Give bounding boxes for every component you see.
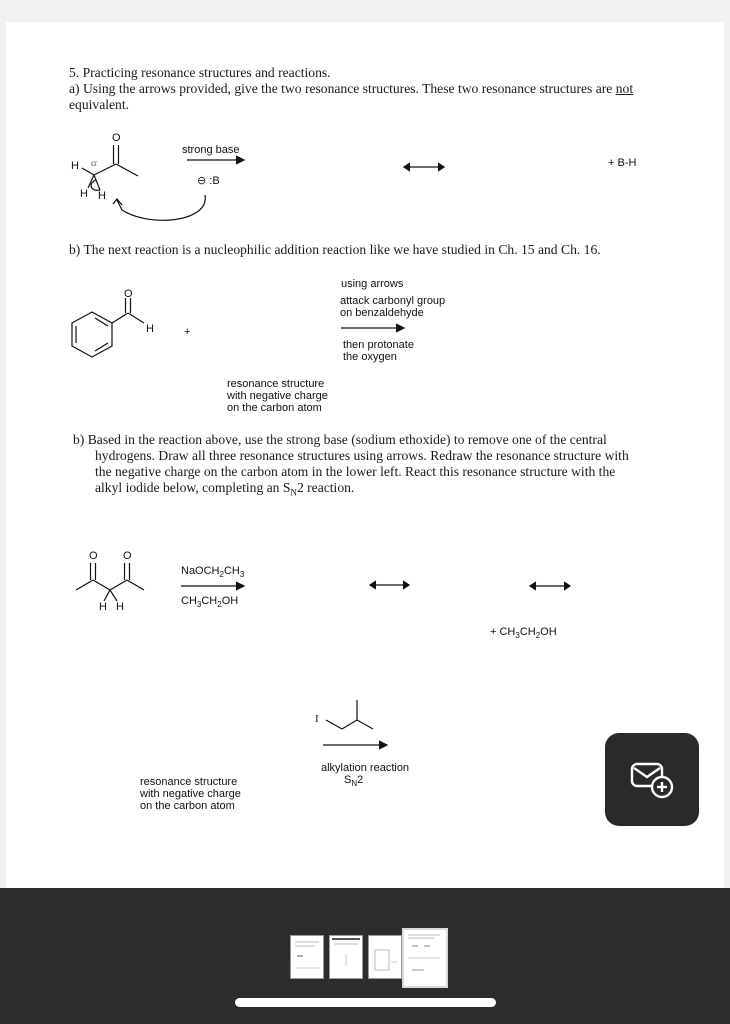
reagent-top-sub1: 2 (219, 570, 224, 580)
mail-add-icon (629, 760, 675, 800)
scheme-b-note-line1: resonance structure (227, 378, 325, 390)
reagent-top-sub2: 3 (239, 570, 245, 580)
scheme-c-h1: H (99, 601, 107, 613)
scheme-c-alkylation-line2 (344, 774, 363, 790)
scheme-c-h2: H (116, 601, 124, 613)
thumbnail-1-preview (291, 936, 323, 978)
page-thumbnail-1[interactable] (290, 935, 324, 979)
reagent-top-pre: NaOCH (181, 565, 220, 577)
scheme-c-note-line2: with negative charge (140, 788, 241, 800)
scheme-b-oxygen: O (124, 288, 133, 300)
scheme-c-alkylation-line1: alkylation reaction (321, 762, 410, 774)
reagent-top-mid: CH (223, 565, 240, 577)
scheme-c-byproduct (490, 626, 557, 642)
scheme-b-step1-line1: using arrows (341, 278, 404, 290)
byproduct-sub2: 2 (535, 631, 541, 641)
part-c-line2: hydrogens. Draw all three resonance structures using arrows. Redraw the resonance structure with (95, 448, 629, 463)
scheme-c-oxygen1: O (89, 550, 98, 562)
scheme-c-iodide-label: I (315, 713, 319, 725)
reagent-bot-pre: CH (181, 595, 197, 607)
home-indicator[interactable] (235, 998, 496, 1007)
scheme-a-reagent: strong base (182, 144, 240, 156)
thumbnail-2-preview (330, 936, 362, 978)
part-c-line4-pre: alkyl iodide below, completing an S (95, 480, 291, 495)
question-title: 5. Practicing resonance structures and reactions. (69, 65, 331, 80)
scheme-a-h2: H (80, 188, 88, 200)
part-a-not: not (615, 81, 634, 96)
scheme-b-step2-line1: then protonate (343, 339, 414, 351)
scheme-c-note-line3: on the carbon atom (140, 800, 235, 812)
byproduct-post: OH (540, 626, 557, 638)
sn2-post: 2 (357, 774, 364, 786)
scheme-a-h1: H (71, 160, 79, 172)
scheme-a-h3: H (98, 190, 106, 202)
scheme-b-h: H (146, 323, 154, 335)
reagent-bot-sub1: 3 (196, 600, 202, 610)
thumbnail-3-preview (369, 936, 401, 978)
part-c-line3: the negative charge on the carbon atom in the lower left. React this resonance structure with the (95, 464, 616, 479)
scheme-b-step2-line2: the oxygen (343, 351, 397, 363)
byproduct-mid: CH (519, 626, 536, 638)
reagent-bot-mid: CH (201, 595, 218, 607)
part-a-line2: equivalent. (69, 97, 130, 112)
part-a-line1: a) Using the arrows provided, give the two resonance structures. These two resonance structures are (69, 81, 613, 96)
sn2-sub: N (351, 779, 358, 789)
scheme-b-step1-line2: attack carbonyl group (340, 295, 446, 307)
scheme-a-oxygen: O (112, 132, 121, 144)
part-c-line4-post: 2 reaction. (296, 480, 355, 495)
reagent-bot-sub2: 2 (217, 600, 222, 610)
scheme-c-note-line1: resonance structure (140, 776, 238, 788)
scheme-c-reagent-bottom (181, 595, 238, 611)
part-c-line1: b) Based in the reaction above, use the strong base (sodium ethoxide) to remove one of the central (73, 432, 607, 447)
scheme-a-alpha: α (91, 157, 97, 169)
byproduct-sub1: 3 (515, 631, 520, 641)
page-thumbnail-4-selected[interactable] (402, 928, 448, 988)
add-mail-button[interactable] (605, 733, 699, 826)
scheme-b-step1-line3: on benzaldehyde (340, 307, 424, 319)
page-thumbnail-2[interactable] (329, 935, 363, 979)
scheme-c-reagent-top (181, 565, 244, 581)
reagent-bot-post: OH (221, 595, 239, 607)
byproduct-pre: + CH (490, 626, 516, 638)
part-c-line4-sub: N (290, 487, 297, 498)
thumbnail-4-preview (404, 930, 446, 986)
page-thumbnail-3[interactable] (368, 935, 402, 979)
scheme-c-oxygen2: O (123, 550, 132, 562)
scheme-b-plus: + (184, 326, 191, 338)
scheme-a-base: ⊖ :B (197, 175, 220, 187)
scheme-b-note-line2: with negative charge (227, 390, 328, 402)
scheme-b-note-line3: on the carbon atom (227, 402, 322, 414)
sn2-pre: S (344, 774, 352, 786)
scheme-a-byproduct: + B-H (608, 157, 637, 169)
part-b-intro: b) The next reaction is a nucleophilic addition reaction like we have studied in Ch. 15 and Ch. 16. (69, 242, 601, 257)
